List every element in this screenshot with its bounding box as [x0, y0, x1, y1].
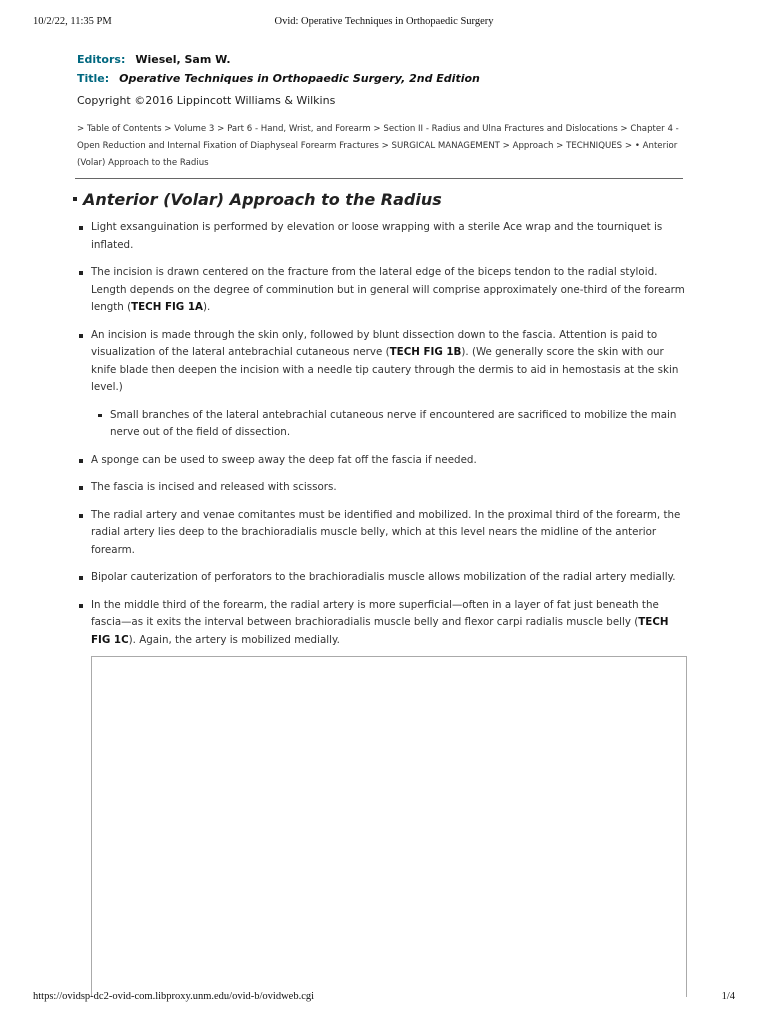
bullet-icon [79, 486, 83, 490]
bullet-icon [79, 271, 83, 275]
list-item-text: Light exsanguination is performed by elevation or loose wrapping with a sterile Ace wrap and the tourniquet is inflated. [91, 221, 663, 251]
tech-fig-1-frame [91, 656, 687, 997]
breadcrumb-link[interactable]: SURGICAL MANAGEMENT [391, 141, 500, 151]
list-item-text: ). Again, the artery is mobilized medially. [128, 633, 340, 646]
list-item-text: The radial artery and venae comitantes must be identified and mobilized. In the proximal third of the forearm, the radial artery lies deep to the brachioradialis muscle belly, which at this level nears the midline of the anterior forearm. [91, 508, 681, 556]
book-title: Operative Techniques in Orthopaedic Surgery, 2nd Edition [119, 72, 480, 85]
print-datetime: 10/2/22, 11:35 PM [33, 16, 112, 27]
divider [75, 178, 683, 179]
bullet-icon [98, 414, 102, 418]
list-item-text: In the middle third of the forearm, the radial artery is more superficial—often in a layer of fat just beneath the fascia—as it exits the interval between brachioradialis muscle belly and flexor carpi radialis muscle belly ( [91, 598, 659, 628]
breadcrumb-link[interactable]: Approach [512, 141, 554, 151]
bullet-icon [79, 514, 83, 518]
breadcrumb-separator: > [622, 141, 635, 151]
list-item-text: A sponge can be used to sweep away the deep fat off the fascia if needed. [91, 453, 477, 466]
title-row [77, 69, 688, 88]
list-item [77, 479, 685, 497]
book-metadata [77, 50, 688, 110]
breadcrumb-link[interactable]: Part 6 - Hand, Wrist, and Forearm [227, 124, 371, 134]
editors-value: Wiesel, Sam W. [135, 53, 231, 66]
editors-row [77, 50, 688, 69]
breadcrumb-separator: > [617, 124, 631, 134]
print-header [33, 16, 735, 32]
breadcrumb-link[interactable]: TECHNIQUES [566, 141, 623, 151]
figure-reference[interactable]: TECH FIG 1B [389, 346, 462, 358]
copyright: Copyright ©2016 Lippincott Williams & Wilkins [77, 94, 336, 107]
bullet-icon [79, 604, 83, 608]
list-item-text: ). (We generally score the skin with our knife blade then deepen the incision with a needle tip cautery through the dermis to aid in hemostasis at the skin level.) [91, 346, 679, 393]
editors-label: Editors: [77, 53, 126, 66]
list-item-text: ). [202, 301, 211, 313]
bullet-icon [79, 226, 83, 230]
breadcrumb-separator: > [378, 141, 392, 151]
breadcrumb-separator: > [499, 141, 513, 151]
print-document-title: Ovid: Operative Techniques in Orthopaedic Surgery [274, 16, 494, 27]
list-item [77, 507, 685, 560]
breadcrumb-separator: > [161, 124, 175, 134]
section-heading [73, 190, 442, 209]
figure-reference[interactable]: TECH FIG 1C [91, 616, 669, 646]
square-bullet-icon [73, 197, 77, 201]
breadcrumb-link[interactable]: • Anterior (Volar) Approach to the Radius [77, 141, 678, 168]
list-item [77, 452, 685, 470]
breadcrumb-link[interactable]: Table of Contents [86, 124, 162, 134]
list-item [77, 597, 685, 650]
breadcrumb-separator: > [553, 141, 567, 151]
breadcrumb-link[interactable]: Chapter 4 - Open Reduction and Internal Fixation of Diaphyseal Forearm Fractures [77, 124, 679, 151]
print-url: https://ovidsp-dc2-ovid-com.libproxy.unm.edu/ovid-b/ovidweb.cgi [33, 991, 315, 1002]
list-item [77, 569, 685, 587]
print-page-number: 1/4 [721, 991, 735, 1002]
sub-list-item [96, 407, 685, 442]
list-item [77, 219, 685, 254]
list-item-text: The fascia is incised and released with scissors. [91, 481, 337, 493]
title-label: Title: [77, 72, 110, 85]
breadcrumb-link[interactable]: Section II - Radius and Ulna Fractures and Dislocations [383, 124, 618, 134]
bullet-icon [79, 576, 83, 580]
list-item-text: Bipolar cauterization of perforators to the brachioradialis muscle allows mobilization of the radial artery medially. [91, 571, 676, 583]
breadcrumb-separator: > [370, 124, 384, 134]
section-title-text: Anterior (Volar) Approach to the Radius [83, 190, 442, 209]
bullet-icon [79, 334, 83, 338]
list-item-text: The incision is drawn centered on the fracture from the lateral edge of the biceps tendon to the radial styloid. Length depends on the degree of comminution but in general will comprise approximately one-third of the forearm length ( [91, 266, 685, 313]
list-item [77, 264, 685, 317]
print-footer [33, 991, 735, 1007]
figure-reference[interactable]: TECH FIG 1A [131, 301, 203, 313]
breadcrumb-separator: > [77, 124, 87, 134]
breadcrumb-link[interactable]: Volume 3 [174, 124, 215, 134]
list-item [77, 327, 685, 397]
bullet-icon [79, 459, 83, 463]
breadcrumb-separator: > [214, 124, 228, 134]
list-item-text: Small branches of the lateral antebrachial cutaneous nerve if encountered are sacrificed to mobilize the main nerve out of the field of dissection. [110, 408, 677, 438]
technique-steps-list [77, 219, 685, 659]
list-item-text: An incision is made through the skin only, followed by blunt dissection down to the fascia. Attention is paid to visualization of the lateral antebrachial cutaneous nerve ( [91, 328, 658, 358]
breadcrumb [77, 121, 685, 172]
